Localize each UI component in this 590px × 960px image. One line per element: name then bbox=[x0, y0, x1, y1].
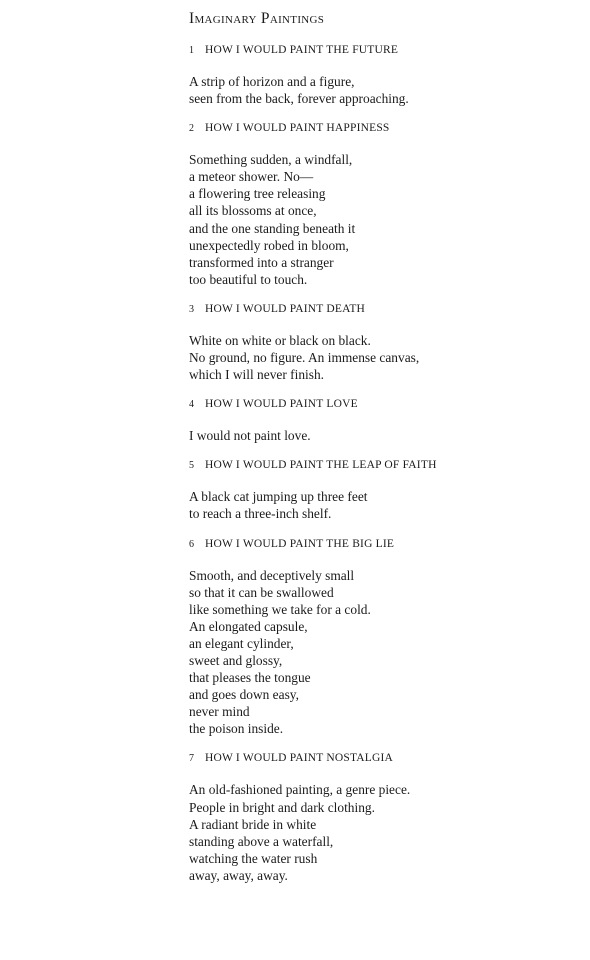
section-title: HOW I WOULD PAINT HAPPINESS bbox=[205, 122, 390, 135]
section-number: 2 bbox=[189, 123, 195, 135]
poem-line: and the one standing beneath it bbox=[189, 220, 356, 236]
poem-line: A black cat jumping up three feet bbox=[189, 489, 368, 505]
poem-line: a flowering tree releasing bbox=[189, 186, 326, 202]
poem-page bbox=[189, 9, 579, 884]
section-title: HOW I WOULD PAINT THE FUTURE bbox=[205, 44, 399, 56]
stanza bbox=[189, 781, 579, 884]
poem-line: seen from the back, forever approaching. bbox=[189, 91, 409, 107]
section-leap-of-faith bbox=[189, 458, 579, 522]
poem-line: and goes down easy, bbox=[189, 687, 299, 703]
section-heading bbox=[189, 397, 579, 412]
poem-line: away, away, away. bbox=[189, 867, 288, 883]
poem-line: An elongated capsule, bbox=[189, 618, 308, 634]
poem-line: White on white or black on black. bbox=[189, 332, 371, 348]
poem-line: which I will never finish. bbox=[189, 367, 324, 383]
section-number: 6 bbox=[189, 538, 195, 550]
poem-line: A strip of horizon and a figure, bbox=[189, 74, 355, 89]
poem-title: Imaginary Paintings bbox=[189, 10, 325, 27]
section-title: HOW I WOULD PAINT THE LEAP OF FAITH bbox=[205, 459, 437, 472]
section-death bbox=[189, 302, 579, 383]
section-heading bbox=[189, 458, 579, 473]
poem-line: an elegant cylinder, bbox=[189, 635, 294, 651]
section-title: HOW I WOULD PAINT DEATH bbox=[205, 302, 366, 315]
section-title: HOW I WOULD PAINT NOSTALGIA bbox=[205, 752, 394, 765]
poem-line: No ground, no figure. An immense canvas, bbox=[189, 350, 420, 366]
stanza bbox=[189, 488, 579, 522]
poem-line: People in bright and dark clothing. bbox=[189, 799, 375, 815]
poem-line: so that it can be swallowed bbox=[189, 584, 334, 600]
section-happiness bbox=[189, 121, 579, 288]
poem-line: all its blossoms at once, bbox=[189, 203, 317, 219]
section-future bbox=[189, 43, 579, 107]
poem-line: too beautiful to touch. bbox=[189, 271, 308, 287]
poem-line: never mind bbox=[189, 704, 250, 720]
poem-line: the poison inside. bbox=[189, 721, 284, 737]
poem-line: a meteor shower. No— bbox=[189, 169, 314, 185]
section-number: 5 bbox=[189, 460, 195, 472]
poem-line: transformed into a stranger bbox=[189, 254, 334, 270]
section-number: 3 bbox=[189, 303, 195, 315]
section-number: 1 bbox=[189, 45, 195, 56]
poem-line: Something sudden, a windfall, bbox=[189, 152, 353, 168]
section-title: HOW I WOULD PAINT LOVE bbox=[205, 398, 358, 411]
section-number: 4 bbox=[189, 399, 195, 411]
poem-line: An old-fashioned painting, a genre piece. bbox=[189, 782, 411, 798]
poem-line: to reach a three-inch shelf. bbox=[189, 506, 332, 522]
section-heading bbox=[189, 302, 579, 317]
section-heading bbox=[189, 537, 579, 552]
section-love bbox=[189, 397, 579, 444]
stanza bbox=[189, 427, 579, 444]
section-heading bbox=[189, 121, 579, 136]
poem-line: sweet and glossy, bbox=[189, 652, 283, 668]
section-big-lie bbox=[189, 537, 579, 738]
poem-line: watching the water rush bbox=[189, 850, 318, 866]
poem-line: that pleases the tongue bbox=[189, 670, 311, 686]
poem-line: like something we take for a cold. bbox=[189, 601, 371, 617]
section-number: 7 bbox=[189, 753, 195, 765]
stanza bbox=[189, 567, 579, 738]
section-nostalgia bbox=[189, 751, 579, 884]
stanza bbox=[189, 73, 579, 107]
poem-line: unexpectedly robed in bloom, bbox=[189, 237, 349, 253]
poem-line: I would not paint love. bbox=[189, 428, 311, 444]
stanza bbox=[189, 332, 579, 383]
poem-line: standing above a waterfall, bbox=[189, 833, 334, 849]
section-heading bbox=[189, 43, 579, 58]
poem-line: Smooth, and deceptively small bbox=[189, 567, 355, 583]
poem-line: A radiant bride in white bbox=[189, 816, 317, 832]
stanza bbox=[189, 151, 579, 288]
section-title: HOW I WOULD PAINT THE BIG LIE bbox=[205, 537, 395, 550]
section-heading bbox=[189, 751, 579, 766]
